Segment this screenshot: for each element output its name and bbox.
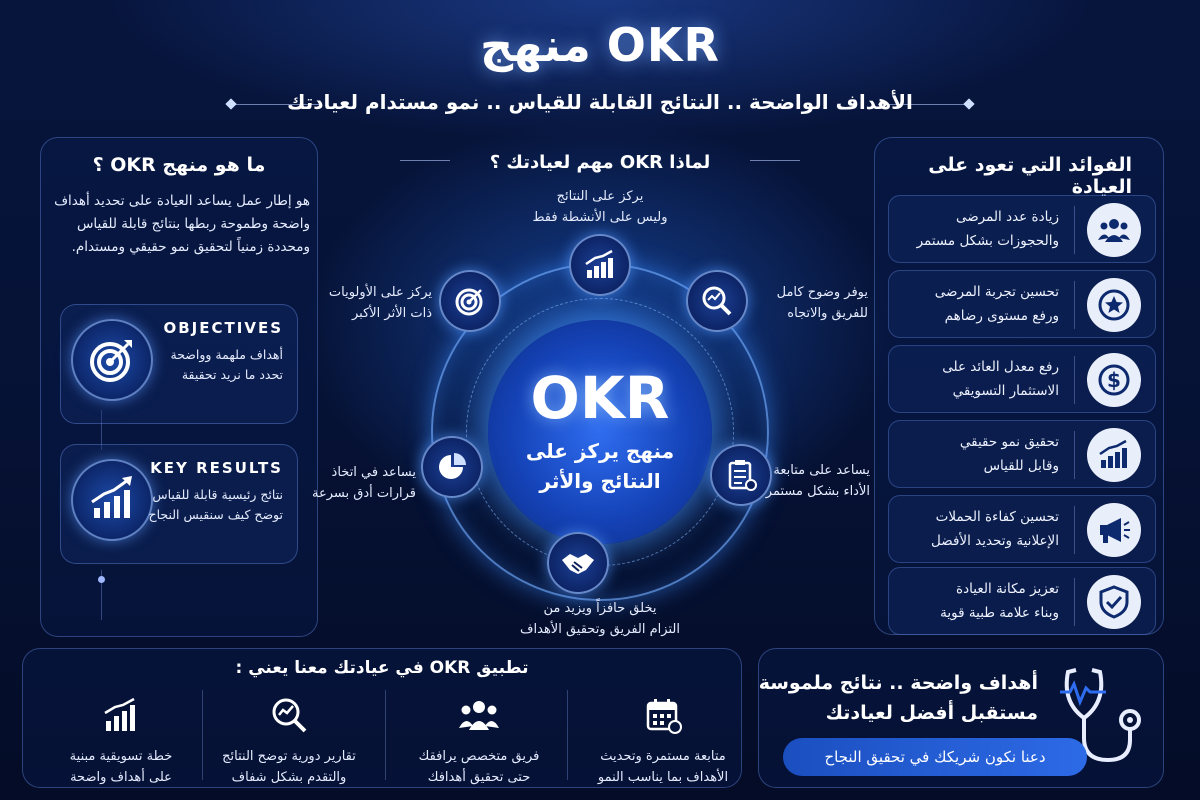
target-icon [71, 319, 153, 401]
growth-chart-icon [71, 459, 153, 541]
benefit-separator [1074, 506, 1075, 554]
okr-core-subtitle-line1: منهج يركز على [525, 439, 675, 463]
dollar-icon [1087, 353, 1141, 407]
benefit-separator [1074, 578, 1075, 626]
benefit-item-line1: زيادة عدد المرضى [955, 209, 1059, 225]
benefit-separator [1074, 431, 1075, 479]
okr-core [488, 320, 712, 544]
shield-check-icon [1087, 575, 1141, 629]
apply-separator [567, 690, 568, 780]
svg-text:$: $ [1107, 368, 1121, 392]
benefit-item [888, 495, 1156, 563]
why-node-1-text [490, 186, 710, 228]
why-node-4-text [470, 598, 730, 640]
why-okr-title: لماذا OKR مهم لعيادتك ؟ [489, 152, 711, 173]
calendar-icon [638, 690, 688, 740]
objectives-card [60, 304, 298, 424]
apply-item [204, 690, 374, 788]
star-icon [1087, 278, 1141, 332]
benefits-title: الفوائد التي تعود على العيادة [928, 154, 1132, 198]
benefit-item-line2: وبناء علامة طبية قوية [940, 605, 1059, 621]
growth-chart-icon [1087, 428, 1141, 482]
report-search-icon [264, 690, 314, 740]
benefit-item-line1: تحسين كفاءة الحملات [935, 509, 1059, 525]
benefit-item [888, 345, 1156, 413]
benefit-item-text [889, 577, 1059, 625]
what-is-okr-title: ما هو منهج OKR ؟ [92, 154, 266, 176]
growth-chart-icon [569, 234, 631, 296]
benefit-item-text [889, 355, 1059, 403]
pie-chart-icon [421, 436, 483, 498]
why-node-3-text [752, 460, 870, 502]
benefit-separator [1074, 356, 1075, 404]
apply-item-line2: الأهداف بما يناسب النمو [597, 770, 729, 785]
benefit-item [888, 270, 1156, 338]
apply-separator [385, 690, 386, 780]
why-node-3-line2: الأداء بشكل مستمر [765, 484, 870, 499]
why-node-2-line1: يوفر وضوح كامل [776, 285, 868, 300]
benefit-item-text [889, 505, 1059, 553]
page-subtitle: الأهداف الواضحة .. النتائج القابلة للقياس .. نمو مستدام لعيادتك [287, 90, 913, 114]
growth-chart-icon [96, 690, 146, 740]
why-node-5-text [312, 462, 416, 504]
why-node-6-text [320, 282, 432, 324]
cta-line2: مستقبل أفضل لعيادتك [825, 702, 1038, 724]
benefit-item-line2: وقابل للقياس [983, 458, 1059, 474]
why-node-1-line2: وليس على الأنشطة فقط [532, 210, 668, 225]
objectives-heading: OBJECTIVES [163, 319, 283, 337]
apply-item [394, 690, 564, 788]
handshake-icon [547, 532, 609, 594]
benefit-item-line2: والحجوزات بشكل مستمر [916, 233, 1059, 249]
apply-item-line1: خطة تسويقية مبنية [69, 749, 173, 764]
why-node-5-line1: يساعد في اتخاذ [331, 465, 416, 480]
why-node-4-line2: التزام الفريق وتحقيق الأهداف [520, 622, 680, 637]
benefit-item-line2: الإعلانية وتحديد الأفضل [931, 533, 1059, 549]
apply-item-text [394, 746, 564, 788]
analytics-search-icon [686, 270, 748, 332]
benefit-separator [1074, 281, 1075, 329]
benefit-item [888, 420, 1156, 488]
team-icon [454, 690, 504, 740]
okr-core-subtitle [480, 436, 720, 496]
why-node-4-line1: يخلق حافزاً ويزيد من [543, 601, 657, 616]
apply-item-line2: على أهداف واضحة [70, 770, 172, 785]
why-node-3-line1: يساعد على متابعة [773, 463, 870, 478]
key-results-card [60, 444, 298, 564]
benefit-separator [1074, 206, 1075, 254]
okr-core-subtitle-line2: النتائج والأثر [539, 469, 661, 493]
what-is-okr-description: هو إطار عمل يساعد العيادة على تحديد أهداف واضحة وطموحة ربطها بنتائج قابلة للقياس ومحددة زمنياً لتحقيق نمو حقيقي ومستدام. [54, 193, 310, 255]
why-node-6-line2: ذات الأثر الأكبر [351, 306, 432, 321]
megaphone-icon [1087, 503, 1141, 557]
target-icon [439, 270, 501, 332]
benefit-item-text [889, 280, 1059, 328]
why-node-1-line1: يركز على النتائج [556, 189, 644, 204]
key-results-heading: KEY RESULTS [150, 459, 283, 477]
objectives-text: أهداف ملهمة وواضحة تحدد ما نريد تحقيقة [170, 347, 283, 382]
benefit-item-line1: تعزيز مكانة العيادة [956, 581, 1059, 597]
cta-button[interactable]: دعنا نكون شريكك في تحقيق النجاح [783, 738, 1087, 776]
page-title: منهج OKR [480, 18, 720, 72]
apply-item-text [36, 746, 206, 788]
benefit-item-line1: تحقيق نمو حقيقي [959, 434, 1059, 450]
apply-item-line1: متابعة مستمرة وتحديث [600, 749, 726, 764]
benefit-item [888, 567, 1156, 635]
apply-item-line2: والتقدم بشكل شفاف [231, 770, 347, 785]
benefit-item-text [889, 430, 1059, 478]
apply-item-text [204, 746, 374, 788]
key-results-text: نتائج رئيسية قابلة للقياس توضح كيف سنقيس النجاح [148, 487, 283, 522]
apply-item-line2: حتى تحقيق أهدافك [427, 770, 531, 785]
apply-item [36, 690, 206, 788]
cta-line1: أهداف واضحة .. نتائج ملموسة [758, 672, 1038, 694]
why-node-6-line1: يركز على الأولويات [328, 285, 432, 300]
benefit-item-text [889, 205, 1059, 253]
apply-item-text [578, 746, 748, 788]
apply-item-line1: تقارير دورية توضح النتائج [222, 749, 356, 764]
benefit-item-line1: رفع معدل العائد على [942, 359, 1059, 375]
benefit-item [888, 195, 1156, 263]
why-node-2-text [758, 282, 868, 324]
users-icon [1087, 203, 1141, 257]
benefit-item-line2: الاستثمار التسويقي [952, 383, 1059, 399]
why-node-2-line2: للفريق والاتجاه [787, 306, 868, 321]
apply-okr-title: تطبيق OKR في عيادتك معنا يعني : [235, 658, 529, 678]
okr-core-title: OKR [530, 364, 670, 432]
benefit-item-line2: ورفع مستوى رضاهم [944, 308, 1059, 324]
benefit-item-line1: تحسين تجربة المرضى [934, 284, 1059, 300]
connector-dot [98, 576, 105, 583]
apply-item-line1: فريق متخصص يرافقك [418, 749, 540, 764]
why-node-5-line2: قرارات أدق بسرعة [312, 486, 416, 501]
